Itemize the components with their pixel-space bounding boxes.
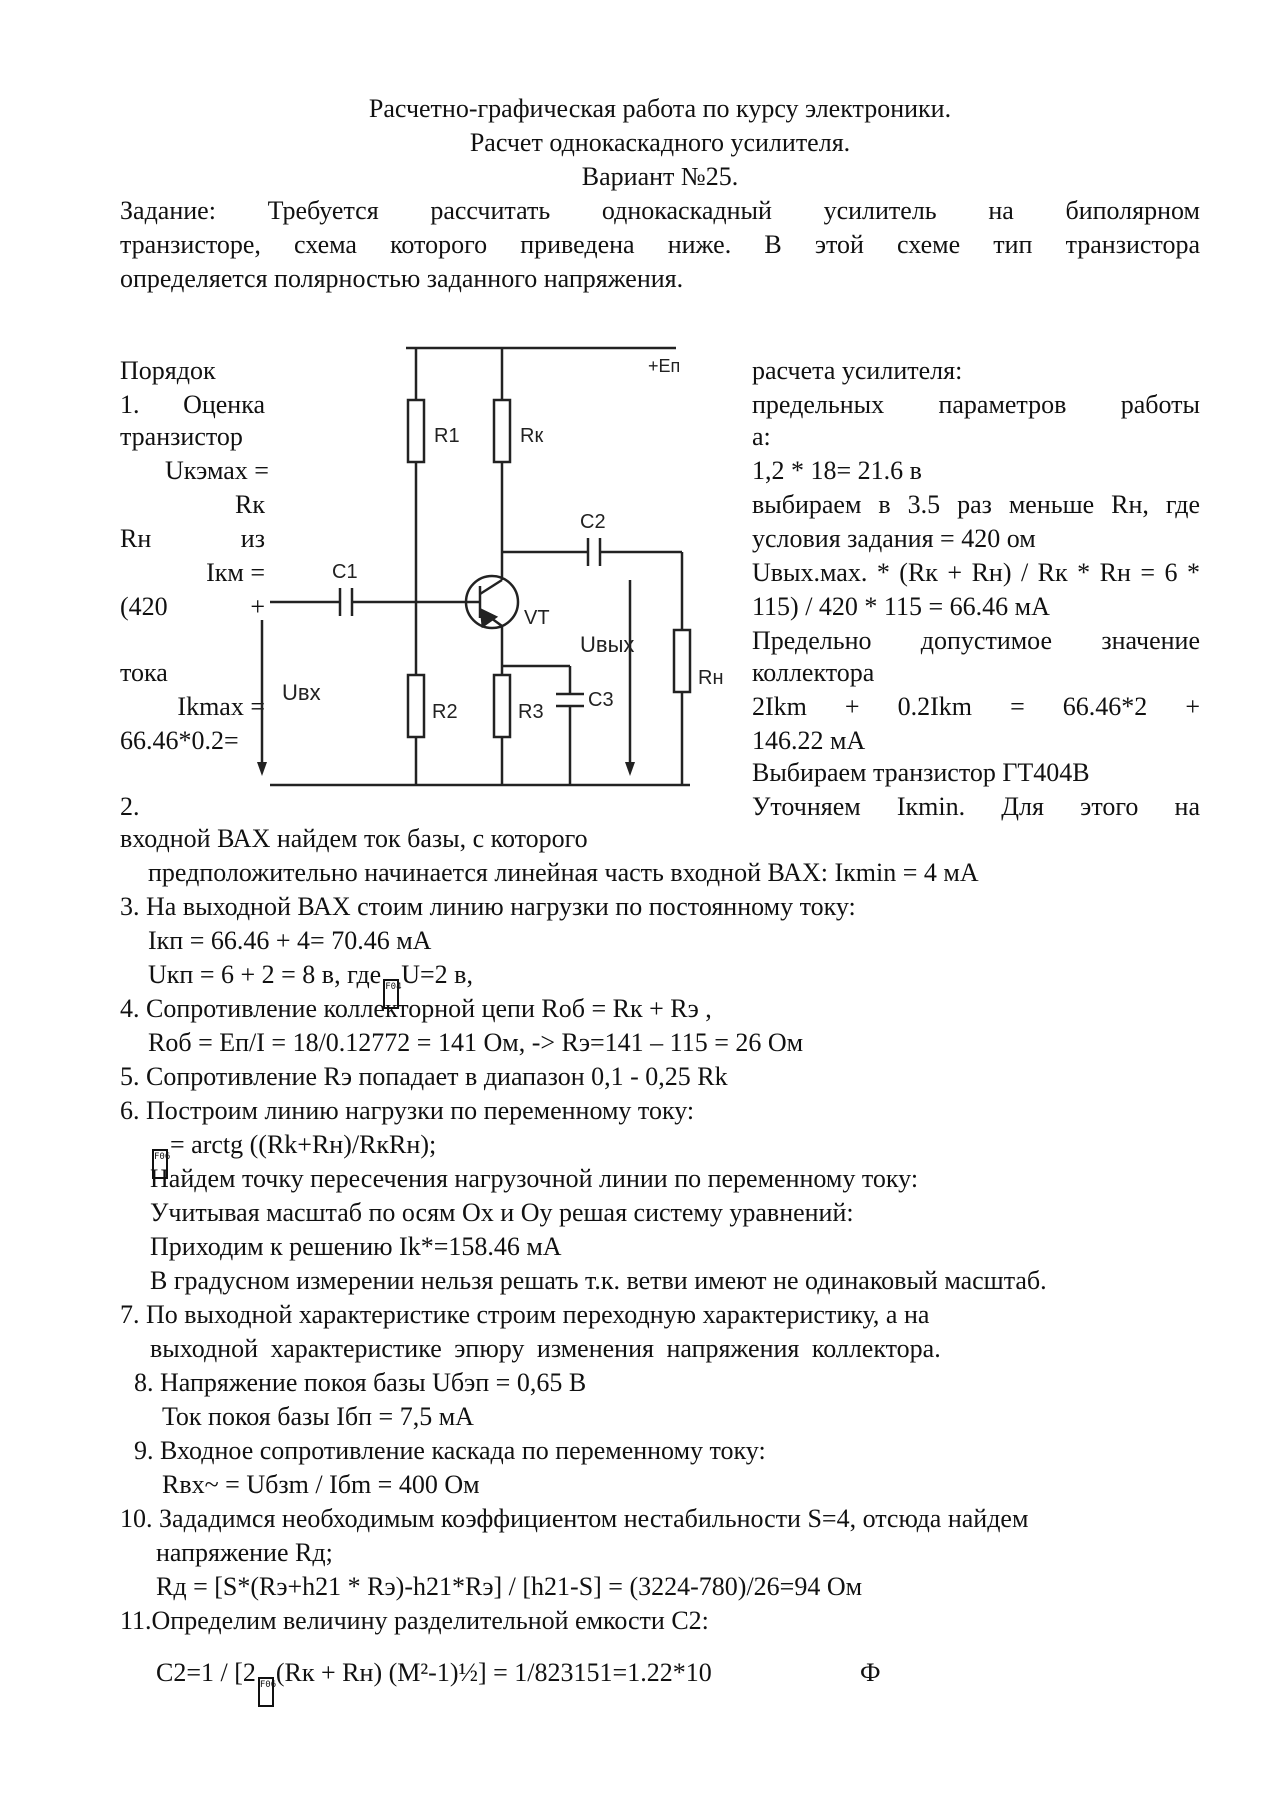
rk-resistor: [494, 400, 510, 462]
body-line-15: 7. По выходной характеристике строим переходную характеристику, а на: [120, 1300, 930, 1329]
rk-label: Rк: [520, 425, 544, 447]
right-line-12: Выбираем транзистор ГТ404В: [752, 758, 1090, 787]
right-line-5: условия задания = 420 ом: [752, 524, 1036, 553]
body-line-17: 8. Напряжение покоя базы Uбэп = 0,65 В: [134, 1368, 587, 1397]
left-line-3: Uкэмах =: [165, 456, 269, 485]
body-line-7: Rоб = Eп/I = 18/0.12772 = 141 Ом, -> Rэ=141 – 115 = 26 Ом: [148, 1028, 804, 1057]
body-line-16: выходной характеристике эпюру изменения напряжения коллектора.: [150, 1334, 941, 1363]
body-line-12: Учитывая масштаб по осям Ох и Оу решая систему уравнений:: [150, 1198, 854, 1227]
missing-glyph-icon: F04: [383, 979, 399, 1009]
left-line-0: Порядок: [120, 356, 216, 385]
right-line-13: Уточняем Iкmin. Для этого на: [752, 792, 1200, 821]
body-line-18: Ток покоя базы Iбп = 7,5 мА: [162, 1402, 474, 1431]
right-line-10: 2Ikm + 0.2Ikm = 66.46*2 +: [752, 692, 1200, 721]
body-line-22: напряжение Rд;: [156, 1538, 333, 1567]
body-line-20: Rвх~ = Uбзm / Iбm = 400 Ом: [162, 1470, 480, 1499]
right-line-11: 146.22 мА: [752, 726, 866, 755]
right-line-3: 1,2 * 18= 21.6 в: [752, 456, 922, 485]
task-line-1: Задание: Требуется рассчитать однокаскадный усилитель на биполярном: [120, 196, 1200, 225]
r3-label: R3: [518, 701, 544, 723]
body-line-6: 4. Сопротивление коллекторной цепи Rоб = Rк + Rэ ,: [120, 994, 712, 1023]
body-line-5-text: U=2 в,: [401, 960, 473, 989]
r1-label: R1: [434, 425, 460, 447]
uout-label: Uвых: [580, 632, 635, 657]
right-line-2: а:: [752, 422, 771, 451]
body-line-25: [156, 1656, 712, 1707]
left-line-10: Ikmax =: [177, 692, 265, 721]
left-line-13: 2.: [120, 792, 140, 821]
right-line-1: предельных параметров работы: [752, 390, 1200, 419]
left-line-1: 1. Оценка: [120, 390, 265, 419]
left-line-7: (420 +: [120, 592, 265, 621]
body-line-25-text: С2=1 / [2: [156, 1658, 256, 1687]
task-line-3: определяется полярностью заданного напряжения.: [120, 264, 684, 293]
right-line-9: коллектора: [752, 658, 875, 687]
body-line-2: 3. На выходной ВАХ стоим линию нагрузки по постоянному току:: [120, 892, 856, 921]
r1-resistor: [408, 400, 424, 462]
body-line-23: Rд = [S*(Rэ+h21 * Rэ)-h21*Rэ] / [h21-S] = (3224-780)/26=94 Ом: [156, 1572, 863, 1601]
body-line-13: Приходим к решению Ik*=158.46 мА: [150, 1232, 562, 1261]
left-line-2: транзистор: [120, 422, 243, 451]
vt-label: VT: [524, 607, 550, 629]
left-line-5: Rн из: [120, 524, 265, 553]
task-line-2: транзисторе, схема которого приведена ниже. В этой схеме тип транзистора: [120, 230, 1200, 259]
body-line-0: входной ВАХ найдем ток базы, с которого: [120, 824, 588, 853]
right-line-0: расчета усилителя:: [752, 356, 963, 385]
supply-label: +Eп: [648, 356, 681, 376]
doc-subtitle: Расчет однокаскадного усилителя.: [469, 128, 851, 157]
r3-resistor: [494, 675, 510, 737]
body-line-4-text: Uкп = 6 + 2 = 8 в, где: [148, 960, 382, 989]
uin-label: Uвх: [282, 680, 321, 705]
doc-title: Расчетно-графическая работа по курсу электроники.: [368, 94, 952, 123]
c2-label: C2: [580, 511, 606, 533]
doc-variant: Вариант №25.: [581, 162, 739, 191]
c3-label: C3: [588, 689, 614, 711]
left-line-4: Rк: [235, 490, 265, 519]
body-line-24: 11.Определим величину разделительной емкости С2:: [120, 1606, 709, 1635]
missing-glyph-icon: F06: [152, 1149, 168, 1179]
right-line-7: 115) / 420 * 115 = 66.46 мА: [752, 592, 1050, 621]
body-line-9: 6. Построим линию нагрузки по переменному току:: [120, 1096, 695, 1125]
right-line-8: Предельно допустимое значение: [752, 626, 1200, 655]
rn-label: Rн: [698, 667, 724, 689]
r2-label: R2: [432, 701, 458, 723]
amplifier-schematic: [270, 330, 740, 800]
body-line-26-text: (Rк + Rн) (M²-1)½] = 1/823151=1.22*10: [275, 1658, 712, 1687]
c1-label: C1: [332, 561, 358, 583]
right-line-4: выбираем в 3.5 раз меньше Rн, где: [752, 490, 1200, 519]
left-line-9: тока: [120, 658, 168, 687]
body-line-27: Ф: [860, 1658, 881, 1687]
r2-resistor: [408, 675, 424, 737]
body-line-19: 9. Входное сопротивление каскада по переменному току:: [134, 1436, 766, 1465]
body-line-8: 5. Сопротивление Rэ попадает в диапазон 0,1 - 0,25 Rk: [120, 1062, 728, 1091]
body-line-1: предположительно начинается линейная часть входной ВАХ: Iкmin = 4 мА: [148, 858, 979, 887]
body-line-3: Iкп = 66.46 + 4= 70.46 мА: [148, 926, 432, 955]
missing-glyph-icon: F06: [258, 1677, 274, 1707]
right-line-6: Uвых.мах. * (Rк + Rн) / Rк * Rн = 6 *: [752, 558, 1200, 587]
body-line-14: В градусном измерении нельзя решать т.к. ветви имеют не одинаковый масштаб.: [150, 1266, 1047, 1295]
left-line-11: 66.46*0.2=: [120, 726, 239, 755]
body-line-10-text: = arctg ((Rk+Rн)/RкRн);: [170, 1130, 437, 1159]
rn-resistor: [674, 630, 690, 692]
left-line-6: Iкм =: [206, 558, 265, 587]
body-line-11: Найдем точку пересечения нагрузочной линии по переменному току:: [150, 1164, 919, 1193]
body-line-21: 10. Зададимся необходимым коэффициентом нестабильности S=4, отсюда найдем: [120, 1504, 1029, 1533]
